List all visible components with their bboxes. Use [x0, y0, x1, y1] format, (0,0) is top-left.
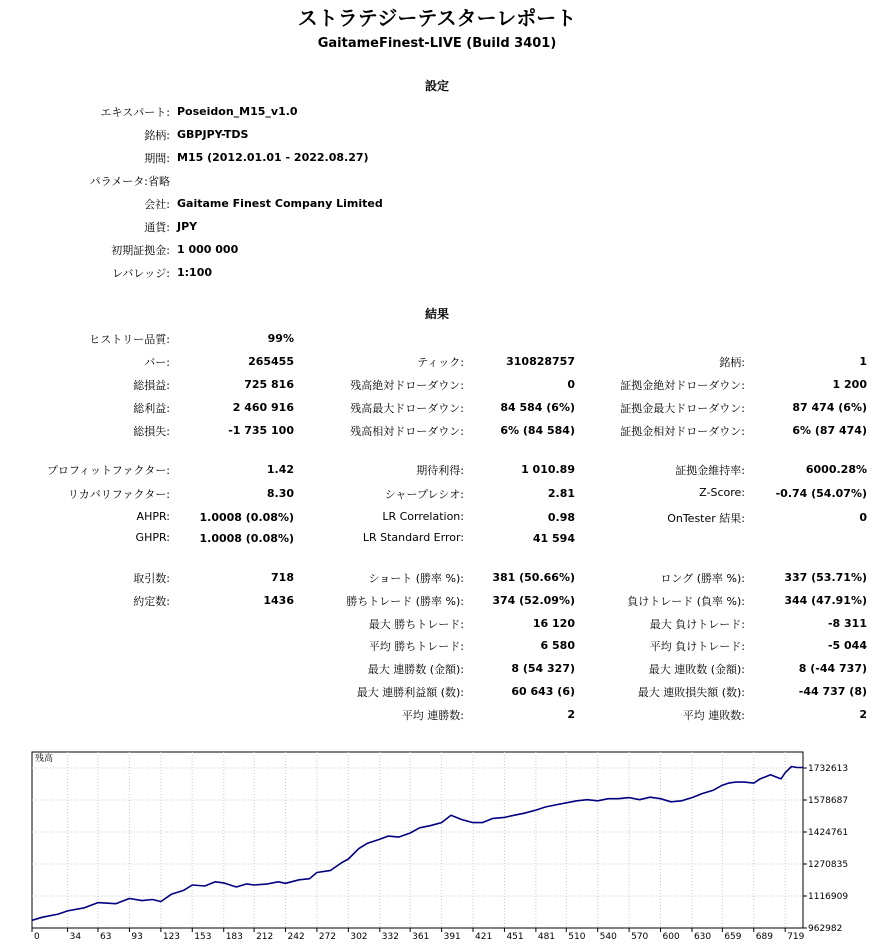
result-col1-label: 総利益:	[133, 402, 170, 415]
result-col3-label: 証拠金絶対ドローダウン:	[620, 379, 745, 392]
x-tick-label: 719	[787, 932, 805, 942]
y-tick-label: 1270835	[808, 859, 849, 870]
chart-title: 残高	[35, 754, 54, 764]
settings-label: エキスパート:	[100, 106, 170, 119]
x-tick-label: 123	[162, 932, 181, 942]
result-col3-value: -44 737 (8)	[798, 685, 867, 698]
x-tick-label: 570	[631, 932, 649, 942]
result-col3-value: 0	[859, 511, 867, 524]
result-col3-value: -0.74 (54.07%)	[775, 487, 867, 500]
x-tick-label: 659	[724, 932, 742, 942]
settings-label: 初期証拠金:	[111, 244, 170, 257]
settings-label: 通貨:	[144, 221, 170, 234]
result-col3-value: 1	[859, 355, 867, 368]
result-col1-label: バー:	[144, 356, 170, 369]
settings-value: 1:100	[177, 266, 213, 279]
result-col1-label: 約定数:	[133, 595, 170, 608]
result-col3-value: 6% (87 474)	[792, 424, 867, 437]
x-tick-label: 391	[443, 932, 461, 942]
settings-label: レバレッジ:	[112, 267, 170, 280]
result-col3-label: 平均 負けトレード:	[649, 640, 745, 653]
x-tick-label: 183	[225, 932, 243, 942]
result-col3-label: Z-Score:	[699, 486, 745, 499]
x-tick-label: 332	[381, 932, 399, 942]
settings-value: Gaitame Finest Company Limited	[177, 197, 383, 210]
settings-heading: 設定	[424, 79, 449, 93]
settings-label: 期間:	[144, 152, 170, 165]
result-col3-value: 337 (53.71%)	[784, 571, 867, 584]
x-tick-label: 421	[475, 932, 493, 942]
x-tick-label: 481	[537, 932, 556, 942]
result-col1-value: 265455	[248, 355, 294, 368]
settings-value: M15 (2012.01.01 - 2022.08.27)	[177, 151, 369, 164]
result-col2-value: 1 010.89	[521, 463, 575, 476]
x-tick-label: 272	[318, 932, 337, 942]
result-col2-label: 残高絶対ドローダウン:	[350, 379, 464, 392]
result-col1-label: 総損益:	[133, 379, 170, 392]
y-tick-label: 1732613	[808, 764, 849, 774]
result-col3-value: 6000.28%	[805, 463, 867, 476]
x-tick-label: 153	[194, 932, 212, 942]
result-col3-label: 銘柄:	[719, 356, 745, 369]
settings-label: 会社:	[144, 198, 170, 211]
results-heading: 結果	[424, 307, 449, 321]
result-col2-value: 0.98	[547, 511, 575, 524]
result-col2-label: 残高最大ドローダウン:	[350, 402, 464, 415]
result-col1-label: GHPR:	[135, 531, 170, 544]
result-col3-label: OnTester 結果:	[667, 512, 745, 525]
x-tick-label: 600	[662, 932, 680, 942]
y-tick-label: 1116909	[808, 891, 849, 902]
result-col1-label: 総損失:	[133, 425, 170, 438]
result-col3-value: -5 044	[827, 639, 867, 652]
result-col1-value: 8.30	[266, 487, 294, 500]
settings-label: パラメータ:省略	[89, 175, 170, 188]
result-col2-label: 期待利得:	[416, 464, 464, 477]
settings-value: 1 000 000	[177, 243, 239, 256]
result-col1-value: 1.0008 (0.08%)	[199, 511, 294, 524]
settings-value: GBPJPY-TDS	[177, 128, 249, 141]
y-tick-label: 1578687	[808, 795, 849, 806]
result-col2-label: 残高相対ドローダウン:	[350, 425, 464, 438]
x-tick-label: 302	[350, 932, 368, 942]
x-tick-label: 93	[131, 932, 143, 942]
settings-label: 銘柄:	[144, 129, 170, 142]
x-tick-label: 451	[506, 932, 524, 942]
result-col1-label: リカバリファクター:	[67, 488, 170, 501]
result-col3-label: 証拠金相対ドローダウン:	[620, 425, 745, 438]
x-tick-label: 689	[755, 932, 773, 942]
result-col3-label: 最大 連敗数 (金額):	[648, 663, 745, 676]
result-col1-value: 99%	[267, 332, 294, 345]
result-col2-label: 平均 連勝数:	[401, 709, 464, 722]
result-col2-label: 最大 連勝数 (金額):	[367, 663, 464, 676]
y-tick-label: 962982	[808, 924, 843, 934]
result-col3-label: 証拠金維持率:	[675, 464, 745, 477]
result-col3-value: 2	[859, 708, 867, 721]
result-col3-label: 負けトレード (負率 %):	[627, 595, 745, 608]
result-col3-value: 344 (47.91%)	[784, 594, 867, 607]
result-col3-label: 最大 連敗損失額 (数):	[637, 686, 745, 699]
result-col1-value: 1.0008 (0.08%)	[199, 532, 294, 545]
x-tick-label: 34	[69, 932, 82, 942]
result-col2-value: 381 (50.66%)	[492, 571, 575, 584]
result-col1-value: 2 460 916	[232, 401, 294, 414]
result-col2-value: 6% (84 584)	[500, 424, 575, 437]
result-col3-value: -8 311	[827, 617, 867, 630]
result-col2-value: 84 584 (6%)	[500, 401, 575, 414]
result-col1-value: -1 735 100	[228, 424, 294, 437]
x-tick-label: 630	[693, 932, 712, 942]
result-col2-value: 6 580	[540, 639, 575, 652]
x-tick-label: 0	[34, 932, 40, 942]
result-col3-label: 最大 負けトレード:	[649, 618, 745, 631]
result-col1-value: 1.42	[266, 463, 294, 476]
x-tick-label: 212	[256, 932, 274, 942]
result-col3-label: 証拠金最大ドローダウン:	[620, 402, 745, 415]
result-col2-label: ティック:	[417, 356, 464, 369]
result-col1-value: 725 816	[244, 378, 294, 391]
result-col1-label: AHPR:	[136, 510, 170, 523]
result-col2-value: 374 (52.09%)	[492, 594, 575, 607]
x-tick-label: 510	[568, 932, 586, 942]
result-col2-value: 2	[567, 708, 575, 721]
x-tick-label: 242	[287, 932, 305, 942]
result-col2-label: LR Standard Error:	[362, 531, 464, 544]
result-col1-value: 1436	[263, 594, 294, 607]
settings-value: JPY	[177, 220, 198, 233]
result-col2-value: 60 643 (6)	[511, 685, 575, 698]
result-col2-label: 最大 連勝利益額 (数):	[356, 686, 464, 699]
result-col2-value: 310828757	[506, 355, 575, 368]
result-col2-value: 2.81	[547, 487, 575, 500]
settings-value: Poseidon_M15_v1.0	[177, 105, 298, 118]
x-tick-label: 361	[412, 932, 430, 942]
report-title: ストラテジーテスターレポート	[297, 6, 577, 30]
result-col2-value: 41 594	[532, 532, 575, 545]
balance-chart	[31, 751, 849, 942]
chart-frame	[32, 752, 803, 928]
y-tick-label: 1424761	[808, 827, 849, 838]
result-col2-label: ショート (勝率 %):	[368, 572, 464, 585]
server-build-subtitle: GaitameFinest-LIVE (Build 3401)	[317, 36, 557, 51]
result-col1-label: ヒストリー品質:	[89, 333, 170, 346]
result-col2-value: 16 120	[532, 617, 575, 630]
result-col2-label: LR Correlation:	[382, 510, 464, 523]
result-col3-label: 平均 連敗数:	[682, 709, 745, 722]
result-col2-value: 0	[567, 378, 575, 391]
result-col1-label: プロフィットファクター:	[46, 464, 170, 477]
result-col3-label: ロング (勝率 %):	[660, 572, 745, 585]
result-col2-label: 最大 勝ちトレード:	[368, 618, 464, 631]
result-col2-value: 8 (54 327)	[511, 662, 575, 675]
result-col2-label: 平均 勝ちトレード:	[368, 640, 464, 653]
x-tick-label: 63	[99, 932, 112, 942]
result-col3-value: 87 474 (6%)	[792, 401, 867, 414]
result-col3-value: 1 200	[832, 378, 867, 391]
result-col3-value: 8 (-44 737)	[798, 662, 867, 675]
x-tick-label: 540	[599, 932, 617, 942]
result-col1-value: 718	[271, 571, 294, 584]
result-col2-label: 勝ちトレード (勝率 %):	[346, 595, 464, 608]
result-col2-label: シャープレシオ:	[384, 488, 464, 501]
result-col1-label: 取引数:	[133, 572, 170, 585]
